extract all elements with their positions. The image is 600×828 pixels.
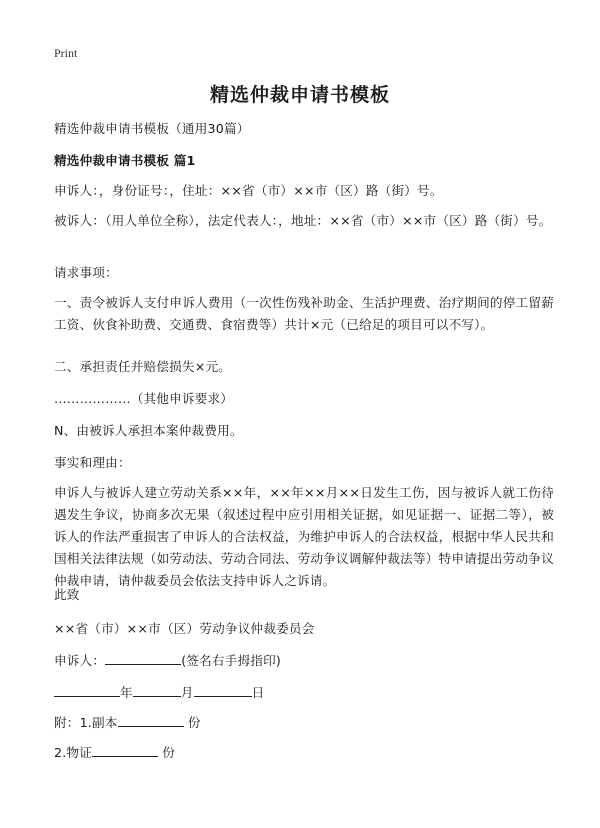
section-heading: 精选仲裁申请书模板 篇1 [54, 153, 196, 168]
claim-other: ………………（其他申诉要求） [54, 391, 234, 406]
attachment-blank [118, 712, 184, 727]
print-label: Print [54, 46, 78, 60]
to-label: 此致 [54, 587, 80, 602]
attachment-label: 附：1.副本 [54, 715, 118, 730]
claims-heading: 请求事项： [54, 265, 118, 280]
evidence-line [54, 742, 554, 764]
month-blank [133, 682, 181, 697]
month-label: 月 [180, 685, 194, 700]
year-label: 年 [120, 685, 133, 700]
day-label: 日 [251, 685, 265, 700]
evidence-unit: 份 [162, 745, 176, 760]
signature-line [54, 650, 554, 672]
claim-one: 一、责令被诉人支付申诉人费用（一次性伤残补助金、生活护理费、治疗期间的停工留薪工资、伙食补助费、交通费、食宿费等）共计×元（已给足的项目可以不写）。 [54, 295, 554, 332]
committee-line: ××省（市）××市（区）劳动争议仲裁委员会 [54, 621, 315, 636]
applicant-line: 申诉人：，身份证号：，住址：××省（市）××市（区）路（街）号。 [54, 183, 443, 198]
evidence-blank [92, 742, 158, 757]
evidence-label: 2.物证 [54, 745, 93, 760]
document-subtitle: 精选仲裁申请书模板（通用30篇） [54, 121, 250, 136]
document-title: 精选仲裁申请书模板 [209, 84, 390, 106]
claim-n: N、由被诉人承担本案仲裁费用。 [54, 423, 243, 438]
signature-blank [105, 650, 181, 665]
respondent-line: 被诉人：（用人单位全称），法定代表人：，地址：××省（市）××市（区）路（街）号。 [54, 213, 552, 228]
signature-note: (签名右手拇指印) [181, 653, 281, 668]
claim-two: 二、承担责任并赔偿损失×元。 [54, 359, 232, 374]
attachment-line [54, 712, 554, 734]
facts-body: 申诉人与被诉人建立劳动关系××年，××年××月××日发生工伤，因与被诉人就工伤待遇发生争议，协商多次无果（叙述过程中应引用相关证据，如见证据一、证据二等），被诉人的作法严重损害了申诉人的合法权益，为维护申诉人的合法权益，根据中华人民共和国相关法律法规（如劳动法、劳动合同法、劳动争议调解仲裁法等）特申请提出劳动争议仲裁申请，请仲裁委员会依法支持申诉人之诉请。 [54, 485, 554, 588]
attachment-unit: 份 [187, 715, 201, 730]
year-blank [54, 682, 120, 697]
signature-label: 申诉人： [54, 653, 106, 668]
facts-heading: 事实和理由： [54, 455, 131, 470]
day-blank [194, 682, 252, 697]
date-line [54, 682, 554, 704]
